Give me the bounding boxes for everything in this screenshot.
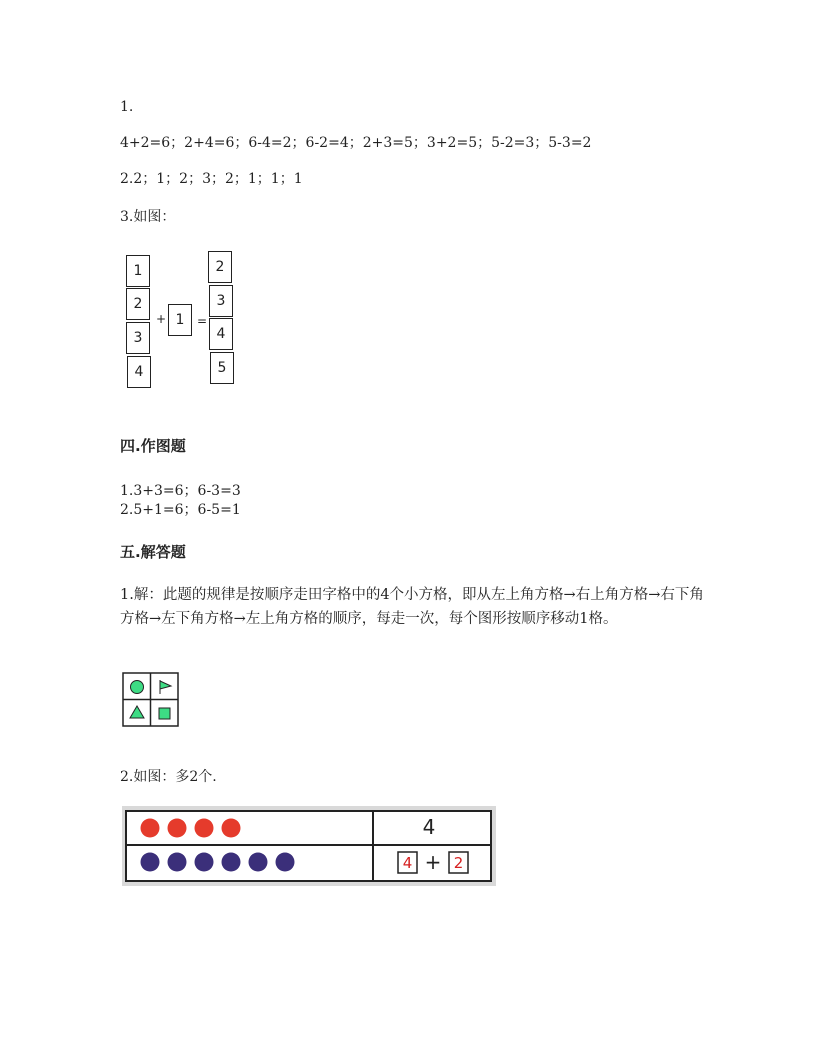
square-icon bbox=[159, 708, 170, 719]
dot bbox=[276, 853, 295, 872]
dot bbox=[195, 819, 214, 838]
item-3-label: 3.如图： bbox=[120, 209, 176, 225]
item-1-answers: 4+2=6；2+4=6；6-4=2；6-2=4；2+3=5；3+2=5；5-2=3；5-3=2 bbox=[120, 135, 592, 151]
top-count-label: 4 bbox=[422, 815, 436, 839]
circle-icon bbox=[131, 681, 144, 694]
answer-box-left-value: 4 bbox=[402, 854, 413, 872]
plus-sign: + bbox=[156, 312, 167, 326]
dot bbox=[222, 819, 241, 838]
section-5-heading: 五.解答题 bbox=[120, 543, 186, 561]
dot bbox=[141, 853, 160, 872]
section-4-line-1: 1.3+3=6；6-3=3 bbox=[120, 483, 241, 499]
equals-sign: = bbox=[197, 314, 208, 328]
middle-cell: 1 bbox=[168, 304, 192, 336]
dot bbox=[195, 853, 214, 872]
dot bbox=[249, 853, 268, 872]
section-5-item-2-label: 2.如图：多2个. bbox=[120, 769, 217, 785]
left-cell: 3 bbox=[126, 322, 150, 354]
item-1-label: 1. bbox=[120, 99, 134, 115]
dot bbox=[168, 853, 187, 872]
shape-grid-figure bbox=[122, 672, 180, 728]
right-cell: 3 bbox=[209, 285, 233, 317]
section-5-item-1-text: 1.解：此题的规律是按顺序走田字格中的4个小方格，即从左上角方格→右上角方格→右下角方格→左下角方格→左上角方格的顺序，每走一次，每个图形按顺序移动1格。 bbox=[120, 587, 704, 627]
right-cell: 5 bbox=[210, 352, 234, 384]
item-2-answers: 2.2；1；2；3；2；1；1；1 bbox=[120, 171, 303, 187]
left-cell: 4 bbox=[127, 356, 151, 388]
right-cell: 4 bbox=[209, 318, 233, 350]
plus-sign: + bbox=[424, 850, 442, 874]
dot bbox=[222, 853, 241, 872]
dot bbox=[168, 819, 187, 838]
left-cell: 2 bbox=[126, 288, 150, 320]
right-cell: 2 bbox=[208, 251, 232, 283]
dot bbox=[141, 819, 160, 838]
dot-comparison-figure bbox=[122, 806, 496, 886]
left-cell: 1 bbox=[126, 255, 150, 287]
section-4-line-2: 2.5+1=6；6-5=1 bbox=[120, 502, 241, 518]
answer-box-right-value: 2 bbox=[453, 854, 464, 872]
section-4-heading: 四.作图题 bbox=[120, 437, 186, 455]
